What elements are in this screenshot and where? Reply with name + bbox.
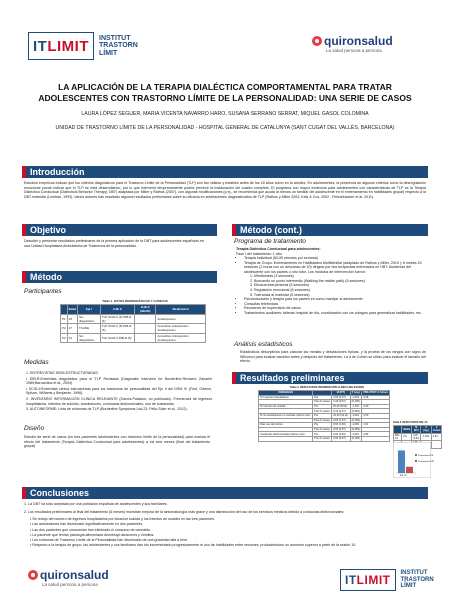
results-table-cell: 3,30 — [362, 404, 390, 409]
programa-item: • Consultas telefónicas — [244, 302, 426, 307]
results-table-cell: 24,00 (34,11) — [333, 414, 349, 418]
demo-table-cell: P2 — [61, 324, 68, 334]
results-table-cell: 0,66 (1,57) — [332, 418, 350, 423]
objetivo-text: Describir y presentar resultados preliminares de la primera aplicación de la DBT para adolescentes españoles en una Unidad Hospitalaria Ambulatoria de Trastornos de la personalidad. — [24, 239, 204, 248]
conclusiones-heading: Conclusiones — [22, 487, 428, 499]
medidas-item: 3. AUTOINFORME: Lista de síntomas de TLP (Borderline Symptoms List-23; Feliu-Soler et al., 2012). — [26, 407, 188, 412]
demo-table-cell: TLP SCID-II DIB-R (5) — [100, 333, 134, 343]
modulo-item: 1. Mindfulness (3 sesiones) — [250, 274, 294, 279]
results-table-cell: (0,285) — [351, 428, 360, 432]
footer-itlimit-logo — [340, 566, 440, 594]
programa-item: • Terapia de Grupo: Entrenamiento en Habilidades Multifamiliar (adaptado de Rathus y Miller, 2015 ): 6 meses 24 sesiones (2 horas con un descanso de 10) dirigido por dos terapeutas entrenados en DBT. Asistencia del adolescente con los padres u otro tutor. Los módulos de intervención fueron: — [244, 261, 426, 275]
demo-table-cell: P3 — [61, 333, 68, 343]
results-table-header-cell: Z (sig.) — [351, 391, 361, 395]
results-table-cell: 0,66 (0,57) — [332, 436, 350, 441]
itlimit-it: IT — [33, 37, 48, 55]
results-table-cell: 3,28 — [362, 395, 390, 400]
diseno-text: Estudio de serie de casos (en tres pacientes adolescentes con trastorno límite de la personalidad) para evaluar el efecto del tratamiento (Terapia Dialéctica Conductual para adolescentes) a los seis meses (final del tratamiento grupal). — [24, 435, 210, 449]
results-table-cell: 1,00 — [362, 413, 390, 418]
footer-itlimit-box — [340, 569, 396, 591]
results-table-cell: 9,00 (3,60) — [332, 432, 350, 437]
itlimit-sub-2: TRASTORN — [99, 42, 138, 50]
demo-table-cell: 14 — [67, 333, 77, 343]
footer-quironsalud-name-row — [28, 568, 148, 582]
conclusion-item: • Respecto a la terapia de grupo, las adolescentes y sus familiares han ido incrementado progresivamente el uso de habilidades entre sesiones, produciéndose un aumento superior a partir de la sesión 10. — [30, 543, 357, 548]
legend-swatch — [415, 454, 417, 456]
results-table-cell: Pre — [313, 432, 332, 437]
conclusion-item: • La paciente que tenían patología alimentaria disminuyó atracones y vómitos. — [30, 532, 155, 537]
conclusion-item: • Las dos pacientes que consumían han eliminado el consumo de cannabis. — [30, 527, 151, 532]
programa-list-2 — [236, 297, 426, 315]
demo-table-row — [61, 333, 206, 343]
medidas-item: • DIB-R:Entrevista diagnóstica para el TLP Revisada (Diagnostic Interview for Borderline-Revised; Zanarini 1989;Barrachina et al., 2004) — [26, 376, 212, 386]
programa-block — [236, 247, 426, 315]
demo-table-row — [61, 314, 206, 324]
medidas-subtitle: Medidas — [24, 359, 49, 366]
results-table-cell — [362, 436, 390, 441]
demographics-table — [60, 304, 206, 343]
programa-fase: Fase I del tratamiento: 1 año — [236, 251, 282, 256]
demo-table-row — [61, 324, 206, 334]
results-table-cell: Pre — [313, 413, 332, 418]
objetivo-heading: Objetivo — [22, 224, 217, 236]
bsl-table-cell: -1,604 — [421, 433, 432, 441]
title-line-2: ADOLESCENTES CON TRASTORNO LÍMITE DE LA PERSONALIDAD: UNA SERIE DE CASOS — [38, 93, 412, 103]
results-table-cell: -1,604 — [350, 432, 362, 437]
quironsalud-name-row — [312, 34, 430, 48]
chart-category-label: BSL-23 — [400, 475, 407, 477]
demo-table-cell: 15 — [67, 314, 77, 324]
programa-bold: Terapia Dialéctica Conductual para adolescentes: — [236, 247, 321, 251]
modulos-list — [236, 274, 426, 297]
quironsalud-name: quironsalud — [324, 34, 393, 48]
itlimit-limit: LIMIT — [47, 37, 89, 55]
results-table-cell: Post 6 meses — [314, 418, 330, 422]
results-table-cell: (0,083) — [351, 409, 360, 413]
quironsalud-tagline: La salud persona a persona — [326, 48, 382, 53]
chart-bar-post — [406, 467, 413, 473]
results-table-cell: 2,89 — [362, 432, 390, 437]
conclusion-item: • Los síntomas de Trastorno Límite de la Personalidad han disminuido de una gravedad alta a leve. — [30, 537, 188, 542]
footer-itlimit-sub-3: LÍMIT — [400, 583, 417, 590]
results-table-cell: Días uso de tóxicos — [259, 423, 313, 428]
demo-table-header-cell: Edad — [67, 305, 77, 315]
intro-text: Estudios empíricos indican que los criterios diagnósticos para el Trastorno Límite de la Personalidad (TLP) son tan válidos y estables antes de los 18 años como en la adultez. En adolescentes, la presencia de algunos criterios como la desregulación emocional puede indicar que el TLP se está desarrollando, por lo que intervenir tempranamente podría prevenir la instauración del cuadro completo. El programa con mayor evidencia para adolescentes con características de TLP es la Terapia Dialéctica Conductual (Dialectical Behavior Therapy; DBT) adaptada por Miller y Rathus (2007), con algunas modificaciones (p.ej., se recomienda que acuda al menos un familiar del adolescente en el entrenamiento en habilidades grupal) respecto a la DBT estándar (Linehan, 1993). Varios autores han resaltado algunos resultados preliminares sobre su eficacia en adolescentes diagnosticados de TLP (Rathus y Miller 2002; Katz & Cox, 2002 ; Fleischhacker et al. 2011). — [24, 181, 426, 199]
demo-table-cell: TLP SCID-II (5) DIB-R (6) — [100, 324, 134, 334]
programa-list — [236, 256, 426, 274]
results-table-header-cell: PRE-POST d Cohen — [363, 391, 388, 395]
bsl-table-cell: 3,22 (0,61) — [413, 433, 420, 440]
bsl-table-header-cell: Media — [402, 426, 412, 434]
medidas-item: 1. ENTREVISTAS SEMI-ESTRUCTURADAS: — [26, 371, 99, 375]
demo-table-header-cell — [61, 305, 68, 315]
quironsalud-logo — [312, 34, 430, 62]
results-table-cell: 9,66 (4,66) — [332, 423, 350, 428]
results-table-cell: -1,604 — [350, 413, 362, 418]
demo-table-cell: Sin diagnóstico — [78, 314, 101, 324]
results-table-cell: -1,604 — [350, 395, 362, 400]
bsl-table-cell — [431, 441, 441, 449]
results-table-cell: 0,66 (0,57) — [332, 427, 350, 432]
results-table-cell: Conductas disfuncionales (último mes) — [259, 432, 313, 437]
analisis-text: Estadísticos descriptivos para calcular las medias y desviaciones típicas, y la prueba de los rangos con signo de Wilcoxon para evaluar cambios antes y después del tratamiento. La d de Cohen se utilizó para evaluar el tamaño del efecto. — [240, 350, 426, 364]
conclusion-item: • Se redujo del número de ingresos hospitalarios por ideación suicida y los intentos de suicidio en las tres pacientes. — [30, 517, 216, 522]
results-table-cell: -1,732 — [350, 404, 362, 409]
bsl-table-header-cell: Z (sig.) — [421, 426, 432, 434]
poster-title — [20, 82, 430, 104]
results-table-cell: Nº Ingresos hospitalarios — [259, 395, 313, 400]
results-table-cell: Post 6 meses — [314, 409, 330, 413]
demo-table-cell: 17 — [67, 324, 77, 334]
metodo-heading: Método — [22, 271, 217, 283]
footer-itlimit-sub-2: TRASTORN — [400, 576, 434, 583]
results-table-cell: Nº intentos de suicidio — [259, 404, 313, 409]
affiliation: UNIDAD DE TRASTORNO LÍMITE DE LA PERSONALIDAD - HOSPITAL GENERAL DE CATALUNYA (SANT CUGAT DEL VALLÈS, BARCELONA) — [55, 125, 395, 131]
demo-table-cell: TLP SCID-II (4) DIB-R (4) — [100, 314, 134, 324]
participantes-subtitle: Participantes — [24, 288, 62, 295]
results-table-cell — [259, 436, 313, 441]
table3-title: Tabla 3. RESULTADOS BSL-23 — [393, 421, 428, 424]
itlimit-logo — [28, 26, 148, 66]
programa-subtitle: Programa de tratamiento — [234, 238, 306, 245]
chart-bar-pre — [398, 450, 405, 473]
results-table-cell: 15,00 (8,51) — [332, 404, 350, 409]
itlimit-box — [28, 32, 94, 60]
legend-label: Puntuaciones POST — [418, 461, 435, 463]
modulo-item: 3. Eficacia interpersonal (5 sesiones) — [250, 283, 309, 288]
diseno-subtitle: Diseño — [24, 425, 45, 432]
itlimit-sub-1: INSTITUT — [99, 34, 131, 42]
intro-heading: Introducción — [22, 166, 428, 178]
footer-itlimit-limit: LIMIT — [356, 573, 391, 587]
bsl-table-cell: Pre — [402, 433, 412, 441]
demo-table-cell — [135, 324, 156, 334]
results-table-cell: Post 6 meses — [314, 400, 330, 404]
demo-table-header-cell: Eje I — [78, 305, 101, 315]
modulo-item: 2. Buscando un punto intermedio (Walking the middle path) (5 sesiones) — [250, 278, 365, 283]
itlimit-sub — [99, 35, 138, 58]
bsl-table-header-cell — [394, 426, 402, 434]
itlimit-sub-3: LÍMIT — [99, 49, 118, 57]
bsl-chart — [393, 442, 435, 478]
bsl-table-header-cell: d Cohen — [432, 426, 441, 433]
results-table-cell: (0,109) — [351, 400, 360, 404]
conclusiones-list — [24, 502, 426, 548]
title-line-1: LA APLICACIÓN DE LA TERAPIA DIALÉCTICA COMPORTAMENTAL PARA TRATAR — [58, 82, 392, 92]
results-table-cell: 1,61 — [362, 423, 390, 428]
demo-table-header-cell: Medicación — [156, 305, 206, 315]
footer-itlimit-sub-1: INSTITUT — [400, 570, 428, 577]
clinical-results-table — [258, 390, 390, 442]
conclusion-item: 2. Los resultados preliminares al final del tratamiento (6 meses) muestran mejoría de la sintomatología más grave y una disminución del uso de los servicios médicos debido a conductas disfuncionales: — [24, 509, 345, 514]
results-table-cell: Pre — [313, 404, 332, 409]
demo-table-cell: P1 — [61, 314, 68, 324]
results-table-header-cell: VARIABLES — [259, 391, 313, 396]
medidas-list — [26, 371, 212, 413]
bsl-table-header-cell: M (DT) — [412, 426, 421, 434]
programa-item: • Tratamientos auxiliares: tallerás hospital de día, coordinación con los colegios para generalizar habilidades, etc. — [244, 311, 426, 316]
footer-itlimit-it: IT — [345, 573, 357, 587]
metodo-cont-heading: Método (cont.) — [232, 224, 428, 236]
bsl-table-cell: BSL-23 — [395, 433, 401, 440]
conclusion-item: • Las autolesiones han disminuido significativamente en dos pacientes. — [30, 522, 144, 527]
footer-quironsalud-mark-icon — [28, 570, 38, 580]
table2-title: Tabla 2. RESULTADOS INFORMACIÓN CLÍNICA RELEVANTE — [289, 386, 365, 389]
results-table-cell: 0,33 (0,57) — [332, 409, 350, 414]
authors: LAURA LÓPEZ SEGUER, MARIA VICENTA NAVARRO HARO, SUSANA SERRANO SERRAT, MIQUEL GASOL COLOMINA — [81, 111, 369, 117]
results-table-cell: (0,109) — [351, 437, 360, 441]
resultados-heading: Resultados preliminares — [232, 372, 428, 384]
medidas-item: 2. INVENTARIO INFORMACIÓN CLÍNICA RELEVANTE (García-Palacios, no publicado). Frecuencia de ingresos hospitalarios, intentos de suicidio, autolesiones, conductas disfuncionales, uso de sustancias. — [26, 396, 212, 406]
footer-quironsalud-name: quironsalud — [40, 568, 109, 582]
results-table-cell: Post 6 meses — [314, 428, 330, 432]
demo-table-cell: Ansiolítico Antipsicótico Antidepresivo — [156, 324, 206, 334]
bsl-table-cell: 3,84 — [431, 433, 441, 441]
programa-item: • Terapia individual (60-90 minutos por semana) — [244, 256, 426, 261]
demo-table-cell: TCANE — [78, 324, 101, 334]
programa-item: • Psicoeducación y terapia para los padres en como manejar al adolescente — [244, 297, 426, 302]
results-table-header-cell: M (DT) — [332, 391, 350, 396]
legend-swatch — [415, 460, 417, 462]
results-table-cell: 2,66 (0,57) — [332, 395, 350, 400]
results-table-cell: -1,069 — [350, 423, 362, 428]
conclusion-item: 1. La DBT ha sido aceptada por una población española de adolescentes y sus familiares. — [24, 502, 168, 506]
modulo-item: 5. Tolerancia al malestar (5 sesiones) — [250, 292, 310, 297]
medidas-item: • SCID-II:Entrevista clínica estructurada para los trastornos de personalidad del Eje II del DSM IV (First, Gibbon, Spitzer, Williams y Benjamin. 1996). — [26, 386, 212, 396]
demo-table-cell: Sin diagnóstico — [78, 333, 101, 343]
footer-itlimit-sub — [401, 570, 434, 590]
programa-item: • Reuniones de supervisión de casos — [244, 306, 426, 311]
demo-table-cell: Ansiolítico Antipsicótico Antidepresivo — [156, 333, 206, 343]
demo-table-cell — [135, 333, 156, 343]
table1-title: Tabla 1. DATOS DEMOGRÁFICOS Y CLÍNICOS — [102, 299, 168, 303]
legend-label: Puntuaciones PRE — [418, 455, 434, 457]
analisis-subtitle: Análisis estadísticos — [234, 341, 293, 348]
demo-table-cell: Antidepresivo — [156, 314, 206, 324]
results-table-cell: Post 6 meses — [314, 437, 330, 441]
demo-table-header-cell: EJE II — [100, 305, 134, 315]
results-table-cell: 0,33 (0,57) — [332, 400, 350, 405]
footer-quironsalud-tagline: La salud persona a persona — [42, 582, 98, 587]
bsl-table-row — [394, 433, 442, 441]
demo-table-cell — [135, 314, 156, 324]
results-table-cell: (0,109) — [351, 418, 360, 422]
demo-table-header-cell: EJE II (SEAD) — [135, 305, 156, 315]
footer-quironsalud-logo — [28, 568, 148, 592]
results-table-cell: Nº de autolesiones no suicidas (último mes) — [259, 413, 313, 418]
results-table-cell: Pre — [313, 395, 332, 400]
results-table-row — [259, 436, 390, 441]
modulo-item: 4. Regulación emocional (6 sesiones) — [250, 287, 310, 292]
quironsalud-mark-icon — [312, 36, 322, 46]
results-table-cell: Pre — [313, 423, 332, 428]
